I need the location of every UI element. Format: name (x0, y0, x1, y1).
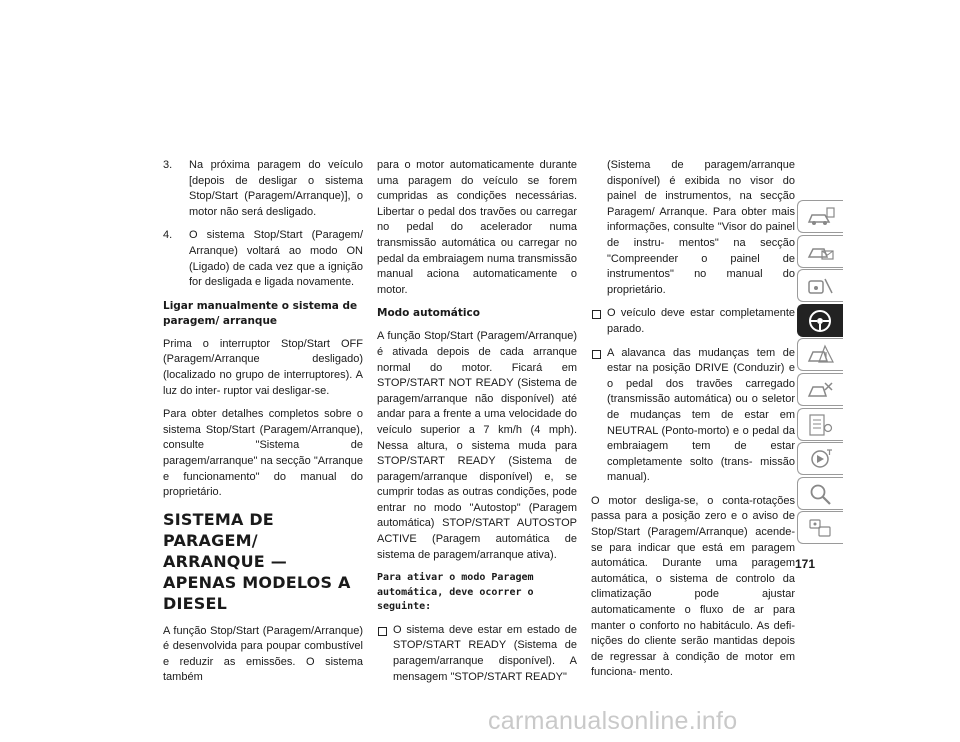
bullet-text: O sistema deve estar em estado de STOP/START READY (Sistema de paragem/arranque disponível). A mensagem "STOP/START READY" (393, 623, 577, 683)
paragraph: O motor desliga-se, o conta-rotações passa para a posição zero e o aviso de Stop/Start (Paragem/Arranque) acende-se para indicar que está em paragem automática. Durante uma paragem automática, o sistema de controlo da climatização pode ajustar automaticamente o fluxo de ar para manter o conforto no habitáculo. As defi- nições do cliente serão mantidas depois de regressar à condição de motor em funciona- mento. (591, 494, 795, 679)
tab-index[interactable] (797, 477, 843, 510)
checkbox-bullet-icon (592, 310, 601, 319)
right-column (591, 158, 795, 689)
tab-multimedia[interactable] (797, 442, 843, 475)
multimedia-icon (805, 446, 835, 472)
emergency-icon (805, 342, 835, 368)
tab-languages[interactable] (797, 511, 843, 544)
paragraph: Prima o interruptor Stop/Start OFF (Paragem/Arranque desligado) (localizado no grupo de interruptores). A luz do inter- ruptor vai desligar-se. (163, 337, 363, 397)
page-number: 171 (795, 557, 816, 571)
steering-wheel-icon (805, 308, 835, 334)
bullet-text: O veículo deve estar completamente parado. (607, 307, 795, 335)
servicing-icon (805, 377, 835, 403)
search-index-icon (805, 481, 835, 507)
paragraph: A função Stop/Start (Paragem/Arranque) é ativada depois de cada arranque normal do motor. Ficará em STOP/START NOT READY (Sistema de paragem/arranque não disponível) até andar para a frente a uma velocidade do veículo superior a 7 km/h (4 mph). Nessa altura, o sistema muda para STOP/START READY (Sistema de paragem/arranque disponível) e, se cumprir todas as outras condições, pode entrar no modo "Autostop" (Paragem automática) STOP/START AUTOSTOP ACTIVE (Paragem automática de sistema de paragem/arranque ativa). (377, 330, 577, 561)
tab-servicing[interactable] (797, 373, 843, 406)
checkbox-bullet-icon (592, 350, 601, 359)
subheading-auto-mode: Modo automático (377, 307, 480, 320)
subheading-manual-start: Ligar manualmente o sistema de paragem/ arranque (163, 299, 358, 327)
specifications-icon (805, 412, 835, 438)
tab-emergency[interactable] (797, 338, 843, 371)
language-icon (805, 515, 835, 541)
bullet-item (591, 306, 795, 337)
left-column (163, 158, 363, 694)
paragraph: Para obter detalhes completos sobre o sistema Stop/Start (Paragem/Arranque), consulte "Sistema de paragem/arranque" na secção "Arranque e funcionamento" do manual do proprietário. (163, 408, 363, 499)
warning-message-icon (805, 239, 835, 265)
bullet-continuation: (Sistema de paragem/arranque disponível) é exibida no visor do painel de instrumentos, na secção Paragem/ Arranque. Para obter mais informações, consulte "Visor do painel de instru- mentos" na secção "Compreender o painel de instrumentos" no manual do proprietário. (607, 159, 795, 296)
tab-car-info[interactable] (797, 200, 843, 233)
numbered-item-3 (163, 158, 363, 220)
middle-column (377, 158, 577, 693)
bullet-text: A alavanca das mudanças tem de estar na posição DRIVE (Conduzir) e o pedal dos travões carregado (transmissão automática) ou o seletor de mudanças tem de estar em NEUTRAL (Ponto-morto) e o pedal da embraiagem tem de estar completamente solto (trans- missão manual). (607, 346, 795, 484)
tab-warnings[interactable] (797, 235, 843, 268)
tab-controls[interactable] (797, 269, 843, 302)
car-info-icon (805, 204, 835, 230)
chapter-tabs (797, 200, 843, 546)
tab-specifications[interactable] (797, 408, 843, 441)
item-number: 4. (163, 229, 173, 242)
watermark: carmanualsonline.info (488, 707, 738, 735)
section-heading: SISTEMA DE PARAGEM/ ARRANQUE — APENAS MODELOS A DIESEL (163, 509, 351, 613)
paragraph: A função Stop/Start (Paragem/Arranque) é desenvolvida para poupar combustível e reduzir as emissões. O sistema também (163, 624, 363, 684)
paragraph: para o motor automaticamente durante uma paragem do veículo se forem cumpridas as condições necessárias. Libertar o pedal dos travões ou carregar no pedal do acelerador numa transmissão automática ou carregar no pedal da embraiagem numa transmissão manual aciona automaticamente o motor. (377, 159, 577, 296)
numbered-item-4 (163, 228, 363, 290)
item-text: Na próxima paragem do veículo [depois de desligar o sistema Stop/Start (Paragem/Arranque)], o motor não será desligado. (189, 159, 363, 218)
bullet-item (377, 623, 577, 685)
item-number: 3. (163, 159, 173, 171)
item-text: O sistema Stop/Start (Paragem/ Arranque) voltará ao modo ON (Ligado) de cada vez que a ignição for desligada e ligada novamente. (189, 229, 363, 289)
bullet-item (591, 346, 795, 486)
tab-safety[interactable] (797, 304, 843, 337)
vehicle-controls-icon (805, 273, 835, 299)
checkbox-bullet-icon (378, 627, 387, 636)
subheading-conditions: Para ativar o modo Paragem automática, deve ocorrer o seguinte: (377, 572, 534, 613)
